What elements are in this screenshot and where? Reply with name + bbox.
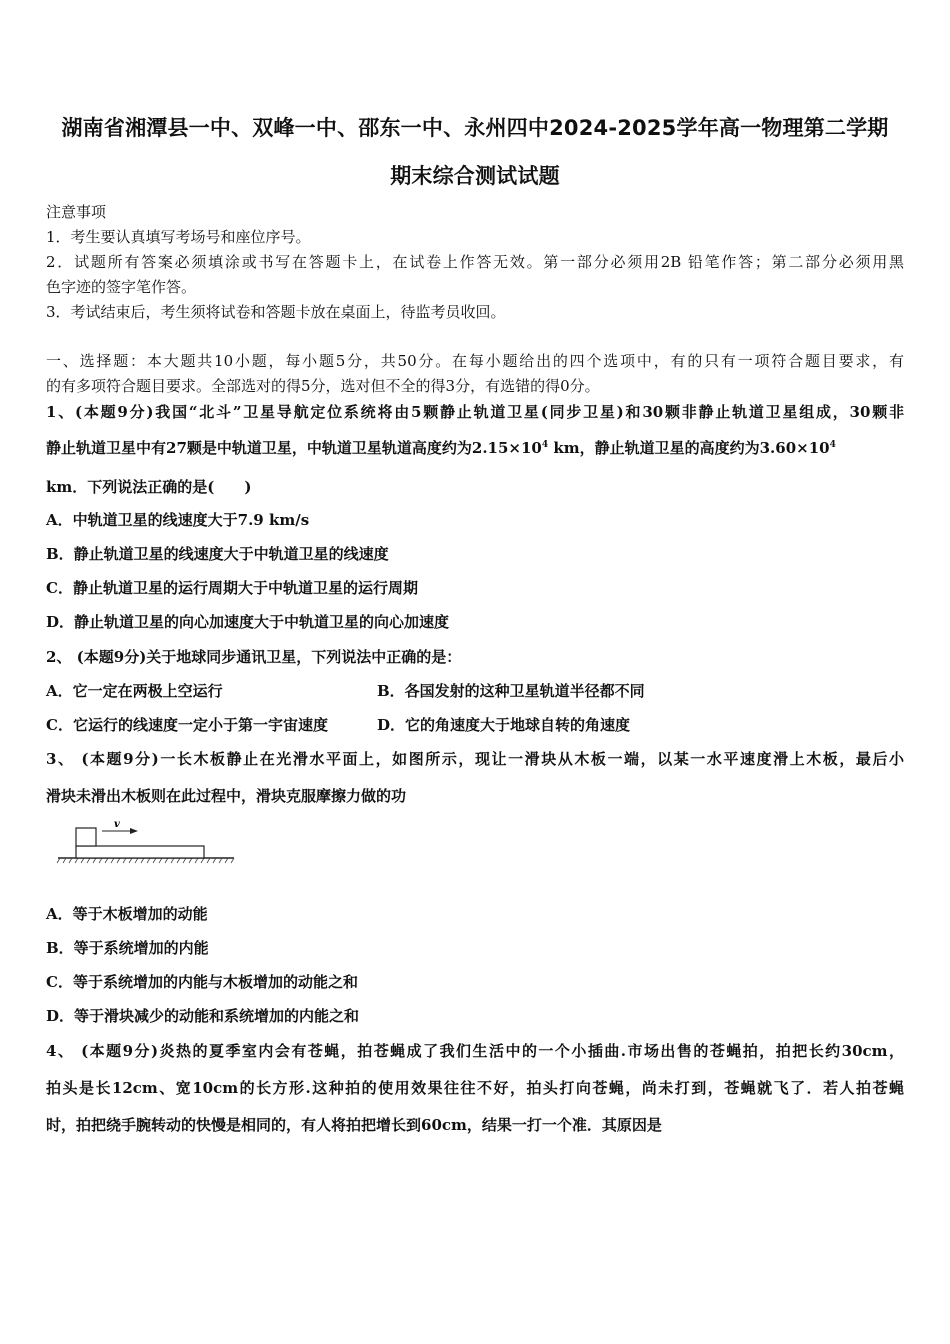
exam-title-line2: 期末综合测试试题	[390, 164, 560, 188]
q1-option-c: C．静止轨道卫星的运行周期大于中轨道卫星的运行周期	[46, 579, 418, 597]
notice-item-2-line2: 色字迹的签字笔作答。	[46, 278, 197, 296]
q1-stem-line2: 静止轨道卫星中有27颗是中轨道卫星，中轨道卫星轨道高度约为$2.15\times 10^4$ km，静止轨道卫星的高度约为$3.60\times 10^4$	[46, 439, 836, 457]
notice-item-3: 3．考试结束后，考生须将试卷和答题卡放在桌面上，待监考员收回。	[46, 303, 506, 321]
q1-option-d: D．静止轨道卫星的向心加速度大于中轨道卫星的向心加速度	[46, 613, 450, 631]
board-slider-diagram	[56, 816, 236, 866]
q3-option-a: A．等于木板增加的动能	[46, 905, 208, 923]
q1-option-b: B．静止轨道卫星的线速度大于中轨道卫星的线速度	[46, 545, 389, 563]
notice-item-2-line1: 2．试题所有答案必须填涂或书写在答题卡上，在试卷上作答无效。第一部分必须用2B 铅笔作答；第二部分必须用黑	[46, 253, 904, 271]
velocity-arrow-head	[130, 828, 138, 834]
q3-option-c: C．等于系统增加的内能与木板增加的动能之和	[46, 973, 358, 991]
ground-hatching	[57, 858, 234, 863]
q2-stem: 2、 (本题9分)关于地球同步通讯卫星，下列说法中正确的是：	[46, 648, 462, 666]
long-board	[76, 846, 204, 858]
q2-option-d: D．它的角速度大于地球自转的角速度	[377, 716, 631, 734]
q2-option-c: C．它运行的线速度一定小于第一宇宙速度	[46, 716, 328, 734]
notice-heading: 注意事项	[46, 203, 107, 221]
q4-stem-line1: 4、 (本题9分)炎热的夏季室内会有苍蝇，拍苍蝇成了我们生活中的一个小插曲.市场出售的苍蝇拍，拍把长约30cm，	[46, 1042, 904, 1060]
q3-stem-line2: 滑块未滑出木板则在此过程中，滑块克服摩擦力做的功	[46, 787, 407, 805]
q4-stem-line2: 拍头是长12cm、宽10cm的长方形.这种拍的使用效果往往不好，拍头打向苍蝇，尚未打到，苍蝇就飞了．若人拍苍蝇	[46, 1079, 904, 1097]
slider-block	[76, 828, 96, 846]
q4-stem-line3: 时，拍把绕手腕转动的快慢是相同的，有人将拍把增长到60cm，结果一打一个准．其原因是	[46, 1116, 662, 1134]
exam-title-line1: 湖南省湘潭县一中、双峰一中、邵东一中、永州四中2024-2025学年高一物理第二学期	[61, 116, 889, 140]
section-heading-line1: 一、选择题：本大题共10小题，每小题5分，共50分。在每小题给出的四个选项中，有的只有一项符合题目要求，有	[46, 352, 904, 370]
q1-option-a: A．中轨道卫星的线速度大于7.9 km/s	[46, 511, 310, 529]
q2-option-b: B．各国发射的这种卫星轨道半径都不同	[377, 682, 645, 700]
q3-stem-line1: 3、 (本题9分)一长木板静止在光滑水平面上，如图所示，现让一滑块从木板一端，以某一水平速度滑上木板，最后小	[46, 750, 904, 768]
notice-item-1: 1．考生要认真填写考场号和座位序号。	[46, 228, 311, 246]
section-heading-line2: 的有多项符合题目要求。全部选对的得5分，选对但不全的得3分，有选错的得0分。	[46, 377, 600, 395]
q3-option-b: B．等于系统增加的内能	[46, 939, 209, 957]
q2-option-a: A．它一定在两极上空运行	[46, 682, 223, 700]
velocity-label: v	[114, 819, 120, 830]
q3-option-d: D．等于滑块减少的动能和系统增加的内能之和	[46, 1007, 360, 1025]
q1-stem-line3: km．下列说法正确的是( )	[46, 478, 252, 496]
q1-stem-line1: 1、(本题9分)我国“北斗”卫星导航定位系统将由5颗静止轨道卫星(同步卫星)和30颗非静止轨道卫星组成，30颗非	[46, 403, 904, 421]
